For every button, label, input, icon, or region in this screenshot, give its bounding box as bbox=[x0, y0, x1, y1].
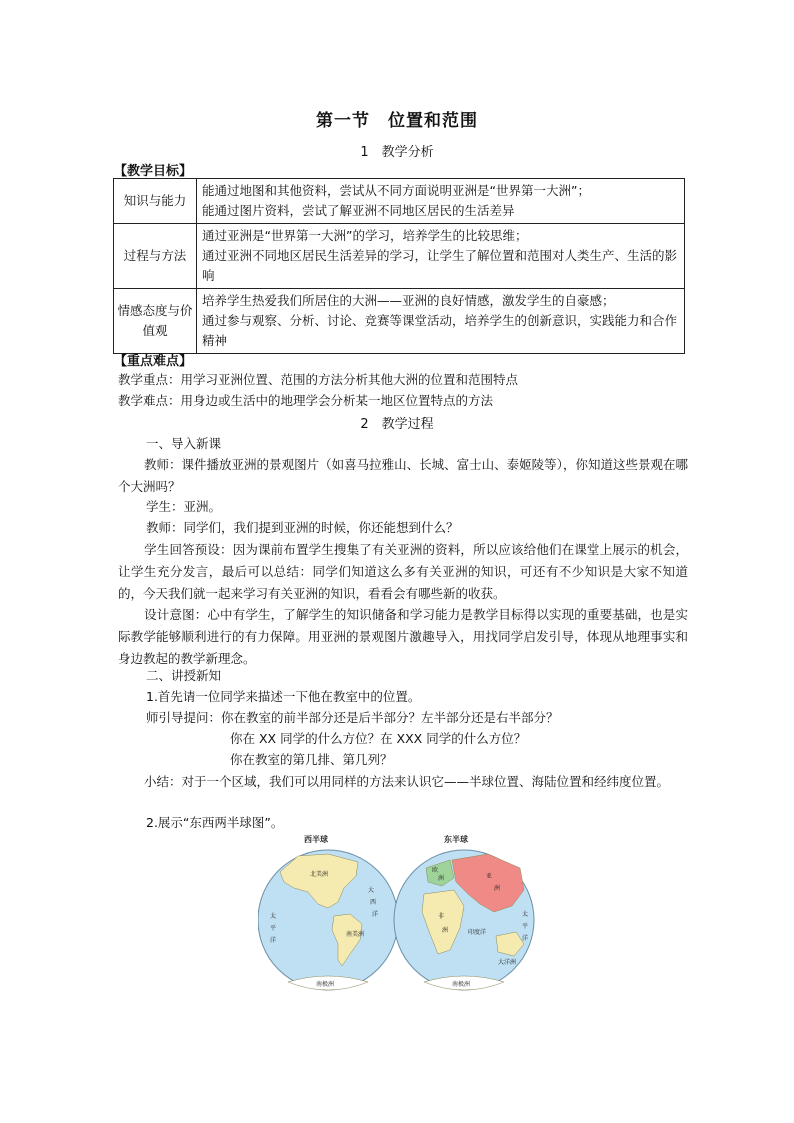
map-label: 南极洲 bbox=[316, 981, 335, 988]
goal-content-knowledge bbox=[197, 179, 685, 224]
map-label: 大 bbox=[368, 887, 375, 894]
map-label: 南极洲 bbox=[452, 981, 471, 988]
goal-content-process bbox=[197, 224, 685, 289]
section-heading-new: 二、讲授新知 bbox=[146, 668, 222, 683]
paragraph: 师引导提问：你在教室的前半部分还是后半部分？左半部分还是右半部分？ bbox=[146, 710, 559, 725]
goal-line: 培养学生热爱我们所居住的大洲——亚洲的良好情感，激发学生的自豪感； bbox=[202, 293, 615, 308]
paragraph: 2.展示“东西两半球图”。 bbox=[146, 815, 284, 830]
goal-line: 通过亚洲不同地区居民生活差异的学习，让学生了解位置和范围对人类生产、生活的影响 bbox=[202, 248, 678, 283]
map-label: 洲 bbox=[442, 927, 449, 934]
map-label: 亚 bbox=[486, 873, 493, 880]
process-heading: 2 教学过程 bbox=[360, 417, 434, 432]
analysis-heading: 1 教学分析 bbox=[360, 145, 434, 160]
paragraph-text: 设计意图：心中有学生，了解学生的知识储备和学习能力是教学目标得以实现的重要基础，也是实际教学能够顺利进行的有力保障。用亚洲的景观图片激趣导入，用找同学启发引导，体现从地理事实和身边教起的教学新理念。 bbox=[118, 607, 688, 666]
map-label: 北美洲 bbox=[310, 871, 329, 878]
difficult-point: 教学难点：用身边或生活中的地理学会分析某一地区位置特点的方法 bbox=[118, 393, 494, 408]
paragraph: 你在 XX 同学的什么方位？在 XXX 同学的什么方位？ bbox=[230, 731, 527, 746]
east-hemisphere bbox=[394, 850, 534, 990]
goal-label-knowledge: 知识与能力 bbox=[114, 179, 197, 224]
map-label: 洲 bbox=[438, 875, 445, 882]
west-hemisphere bbox=[258, 850, 398, 990]
goal-label-attitude: 情感态度与价值观 bbox=[114, 289, 197, 354]
table-row bbox=[114, 179, 685, 224]
page-title: 第一节 位置和范围 bbox=[316, 111, 478, 131]
goals-section-label: 【教学目标】 bbox=[114, 164, 193, 179]
paragraph: 你在教室的第几排、第几列？ bbox=[230, 752, 393, 767]
table-row bbox=[114, 289, 685, 354]
map-label: 西 bbox=[370, 899, 377, 906]
map-label: 太 bbox=[270, 913, 277, 920]
paragraph: 学生：亚洲。 bbox=[146, 499, 222, 514]
map-label: 洋 bbox=[522, 935, 529, 942]
map-label: 洋 bbox=[270, 937, 277, 944]
paragraph-text: 学生回答预设：因为课前布置学生搜集了有关亚洲的资料，所以应该给他们在课堂上展示的机会，让学生充分发言，最后可以总结：同学们知道这么多有关亚洲的知识，可还有不少知识是大家不知道的，今天我们就一起来学习有关亚洲的知识，看看会有哪些新的收获。 bbox=[118, 542, 688, 601]
map-label: 非 bbox=[438, 913, 445, 920]
goal-label-process: 过程与方法 bbox=[114, 224, 197, 289]
paragraph-text: 小结：对于一个区域，我们可以用同样的方法来认识它——半球位置、海陆位置和经纬度位置。 bbox=[144, 774, 670, 789]
goal-line: 能通过地图和其他资料，尝试从不同方面说明亚洲是“世界第一大洲”； bbox=[202, 183, 590, 198]
key-section-label: 【重点难点】 bbox=[114, 354, 193, 369]
paragraph bbox=[118, 454, 688, 498]
map-label: 太 bbox=[522, 911, 529, 918]
key-point: 教学重点：用学习亚洲位置、范围的方法分析其他大洲的位置和范围特点 bbox=[118, 372, 519, 387]
paragraph-text: 教师：课件播放亚洲的景观图片（如喜马拉雅山、长城、富士山、泰姬陵等），你知道这些景观在哪个大洲吗？ bbox=[118, 457, 688, 494]
teaching-goals-table bbox=[113, 178, 685, 354]
paragraph bbox=[118, 771, 688, 793]
map-label: 平 bbox=[270, 925, 277, 932]
hemisphere-map-svg bbox=[258, 832, 536, 998]
map-label: 欧 bbox=[432, 867, 439, 874]
goal-line: 通过亚洲是“世界第一大洲”的学习，培养学生的比较思维； bbox=[202, 228, 528, 243]
goal-line: 能通过图片资料，尝试了解亚洲不同地区居民的生活差异 bbox=[202, 203, 515, 218]
paragraph bbox=[118, 604, 688, 670]
map-label: 洋 bbox=[372, 911, 379, 918]
map-label: 大洋洲 bbox=[498, 959, 517, 966]
east-hemisphere-title: 东半球 bbox=[444, 835, 468, 844]
hemisphere-map bbox=[258, 832, 536, 998]
map-label: 印度洋 bbox=[468, 929, 487, 936]
paragraph: 1.首先请一位同学来描述一下他在教室中的位置。 bbox=[146, 689, 421, 704]
map-label: 平 bbox=[522, 923, 529, 930]
section-heading-intro: 一、导入新课 bbox=[146, 436, 222, 451]
west-hemisphere-title: 西半球 bbox=[304, 835, 328, 844]
goal-line: 通过参与观察、分析、讨论、竞赛等课堂活动，培养学生的创新意识，实践能力和合作精神 bbox=[202, 313, 678, 348]
paragraph: 教师：同学们，我们提到亚洲的时候，你还能想到什么？ bbox=[146, 520, 459, 535]
paragraph bbox=[118, 539, 688, 605]
goal-content-attitude bbox=[197, 289, 685, 354]
map-label: 洲 bbox=[494, 885, 501, 892]
map-label: 南美洲 bbox=[346, 931, 365, 938]
table-row bbox=[114, 224, 685, 289]
